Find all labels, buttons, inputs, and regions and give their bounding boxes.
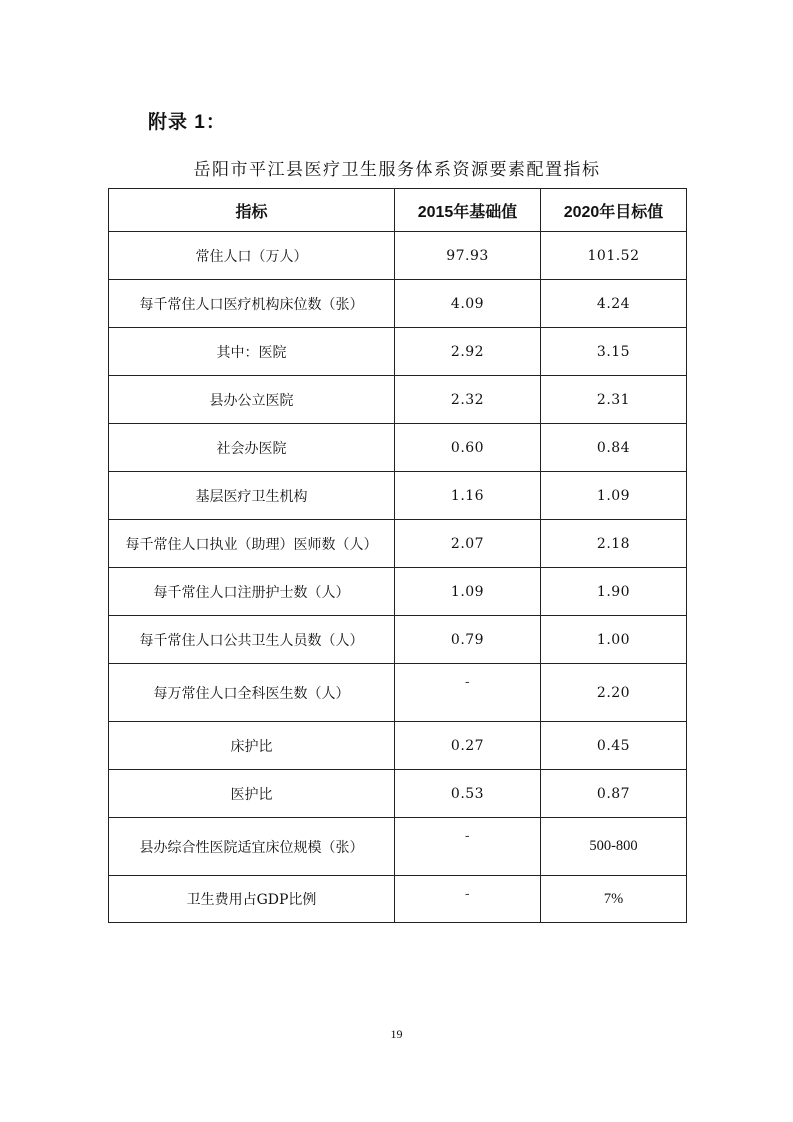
- indicator-cell: 每千常住人口公共卫生人员数（人）: [109, 616, 395, 664]
- appendix-heading: 附录 1：: [148, 112, 226, 133]
- target-2020-cell: 4.24: [541, 280, 687, 328]
- indicator-cell: 每千常住人口执业（助理）医师数（人）: [109, 520, 395, 568]
- base-2015-cell: 0.27: [395, 722, 541, 770]
- table-row: [109, 818, 687, 876]
- header-base-2015: 2015年基础值: [395, 189, 541, 232]
- table-row: [109, 520, 687, 568]
- indicator-cell: 每万常住人口全科医生数（人）: [109, 664, 395, 722]
- target-2020-cell: 7%: [541, 876, 687, 923]
- target-2020-cell: 0.87: [541, 770, 687, 818]
- indicator-cell: 其中：医院: [109, 328, 395, 376]
- table-row: [109, 232, 687, 280]
- table-row: [109, 616, 687, 664]
- table-row: [109, 664, 687, 722]
- target-2020-cell: 2.20: [541, 664, 687, 722]
- base-2015-cell: 1.16: [395, 472, 541, 520]
- table-row: [109, 722, 687, 770]
- indicator-cell: 县办综合性医院适宜床位规模（张）: [109, 818, 395, 876]
- indicator-cell: 卫生费用占GDP比例: [109, 876, 395, 923]
- base-2015-cell: 1.09: [395, 568, 541, 616]
- target-2020-cell: 1.00: [541, 616, 687, 664]
- indicator-cell: 床护比: [109, 722, 395, 770]
- table-header-row: [109, 189, 687, 232]
- table-row: [109, 280, 687, 328]
- base-2015-cell: -: [395, 818, 541, 876]
- target-2020-cell: 2.31: [541, 376, 687, 424]
- table-row: [109, 876, 687, 923]
- indicator-cell: 每千常住人口注册护士数（人）: [109, 568, 395, 616]
- page-number: 19: [390, 1027, 403, 1041]
- indicator-cell: 县办公立医院: [109, 376, 395, 424]
- table-row: [109, 770, 687, 818]
- target-2020-cell: 1.90: [541, 568, 687, 616]
- base-2015-cell: 4.09: [395, 280, 541, 328]
- target-2020-cell: 3.15: [541, 328, 687, 376]
- base-2015-cell: 0.79: [395, 616, 541, 664]
- resource-config-table: [108, 188, 687, 923]
- base-2015-cell: 2.32: [395, 376, 541, 424]
- indicator-cell: 基层医疗卫生机构: [109, 472, 395, 520]
- target-2020-cell: 101.52: [541, 232, 687, 280]
- indicator-cell: 医护比: [109, 770, 395, 818]
- base-2015-cell: 2.92: [395, 328, 541, 376]
- header-indicator: 指标: [109, 189, 395, 232]
- base-2015-cell: -: [395, 664, 541, 722]
- table-row: [109, 424, 687, 472]
- header-target-2020: 2020年目标值: [541, 189, 687, 232]
- table-title: 岳阳市平江县医疗卫生服务体系资源要素配置指标: [193, 160, 601, 180]
- table-row: [109, 568, 687, 616]
- indicator-cell: 每千常住人口医疗机构床位数（张）: [109, 280, 395, 328]
- target-2020-cell: 2.18: [541, 520, 687, 568]
- base-2015-cell: 2.07: [395, 520, 541, 568]
- base-2015-cell: 97.93: [395, 232, 541, 280]
- base-2015-cell: 0.53: [395, 770, 541, 818]
- table-row: [109, 328, 687, 376]
- base-2015-cell: 0.60: [395, 424, 541, 472]
- target-2020-cell: 1.09: [541, 472, 687, 520]
- target-2020-cell: 0.84: [541, 424, 687, 472]
- base-2015-cell: -: [395, 876, 541, 923]
- indicator-cell: 常住人口（万人）: [109, 232, 395, 280]
- indicator-cell: 社会办医院: [109, 424, 395, 472]
- target-2020-cell: 500-800: [541, 818, 687, 876]
- table-row: [109, 472, 687, 520]
- table-row: [109, 376, 687, 424]
- target-2020-cell: 0.45: [541, 722, 687, 770]
